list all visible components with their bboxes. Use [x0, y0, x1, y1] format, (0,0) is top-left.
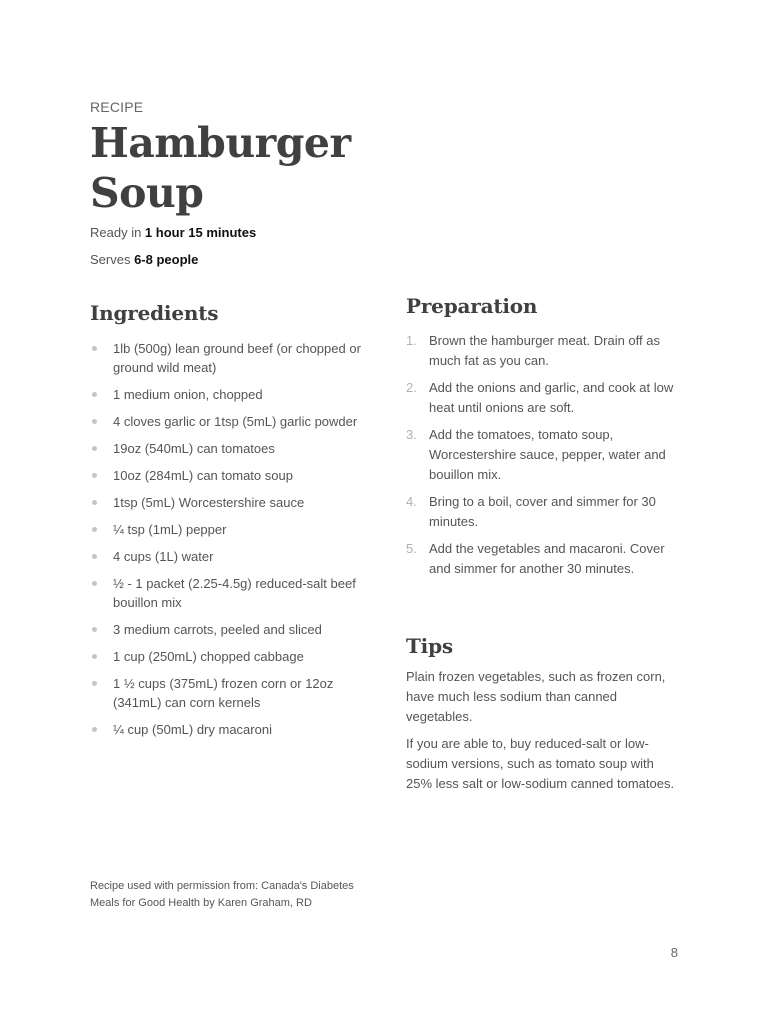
- bullet-icon: [92, 727, 97, 732]
- ingredient-text: 1lb (500g) lean ground beef (or chopped or ground wild meat): [113, 341, 361, 375]
- list-item: [90, 520, 370, 539]
- serves-label: Serves: [90, 252, 135, 267]
- list-item: [406, 492, 682, 532]
- recipe-credit: Recipe used with permission from: Canada's Diabetes Meals for Good Health by Karen Graham, RD: [90, 880, 354, 909]
- bullet-icon: [92, 654, 97, 659]
- list-item: [90, 674, 370, 712]
- servings: [90, 252, 198, 267]
- list-item: [90, 620, 370, 639]
- step-number: 1.: [406, 333, 417, 348]
- bullet-icon: [92, 346, 97, 351]
- preparation-steps: [406, 331, 682, 586]
- list-item: [90, 412, 370, 431]
- recipe-title: Hamburger Soup: [90, 119, 351, 217]
- tip-paragraph: Plain frozen vegetables, such as frozen corn, have much less sodium than canned vegetables.: [406, 669, 666, 724]
- list-item: [406, 378, 682, 418]
- step-text: Add the onions and garlic, and cook at low heat until onions are soft.: [429, 380, 674, 415]
- recipe-kicker: RECIPE: [90, 99, 144, 115]
- list-item: [406, 331, 682, 371]
- ingredient-text: 1 medium onion, chopped: [113, 387, 263, 402]
- preparation-heading: Preparation: [406, 294, 538, 318]
- list-item: [406, 539, 682, 579]
- bullet-icon: [92, 527, 97, 532]
- bullet-icon: [92, 446, 97, 451]
- ingredient-text: ¼ cup (50mL) dry macaroni: [113, 722, 272, 737]
- step-text: Add the tomatoes, tomato soup, Worcestershire sauce, pepper, water and bouillon mix.: [429, 427, 666, 482]
- ingredient-text: ½ - 1 packet (2.25-4.5g) reduced-salt beef bouillon mix: [113, 576, 356, 610]
- ingredients-list: [90, 339, 370, 747]
- list-item: [90, 339, 370, 377]
- list-item: [90, 547, 370, 566]
- list-item: [90, 466, 370, 485]
- tip-paragraph: If you are able to, buy reduced-salt or low-sodium versions, such as tomato soup with 25% less salt or low-sodium canned tomatoes.: [406, 736, 675, 791]
- ready-value: 1 hour 15 minutes: [144, 225, 257, 240]
- bullet-icon: [92, 473, 97, 478]
- step-number: 4.: [406, 494, 417, 509]
- bullet-icon: [92, 627, 97, 632]
- list-item: [90, 493, 370, 512]
- ingredient-text: 19oz (540mL) can tomatoes: [113, 441, 275, 456]
- tips-section: [406, 667, 682, 801]
- step-number: 3.: [406, 427, 417, 442]
- step-number: 5.: [406, 541, 417, 556]
- list-item: [90, 647, 370, 666]
- list-item: [90, 720, 370, 739]
- ingredient-text: 4 cloves garlic or 1tsp (5mL) garlic powder: [113, 414, 358, 429]
- serves-value: 6-8 people: [134, 252, 199, 267]
- ingredient-text: 10oz (284mL) can tomato soup: [113, 468, 293, 483]
- list-item: [90, 385, 370, 404]
- bullet-icon: [92, 554, 97, 559]
- bullet-icon: [92, 392, 97, 397]
- ingredient-text: 4 cups (1L) water: [113, 549, 214, 564]
- step-text: Add the vegetables and macaroni. Cover and simmer for another 30 minutes.: [429, 541, 665, 576]
- ready-label: Ready in: [90, 225, 145, 240]
- step-text: Brown the hamburger meat. Drain off as much fat as you can.: [429, 333, 660, 368]
- step-number: 2.: [406, 380, 417, 395]
- list-item: [90, 574, 370, 612]
- ingredient-text: 1 ½ cups (375mL) frozen corn or 12oz (341mL) can corn kernels: [113, 676, 334, 710]
- bullet-icon: [92, 581, 97, 586]
- tips-heading: Tips: [406, 634, 453, 658]
- list-item: [90, 439, 370, 458]
- step-text: Bring to a boil, cover and simmer for 30 minutes.: [429, 494, 656, 529]
- ingredient-text: 1 cup (250mL) chopped cabbage: [113, 649, 304, 664]
- ingredient-text: 1tsp (5mL) Worcestershire sauce: [113, 495, 305, 510]
- ready-time: [90, 225, 256, 240]
- bullet-icon: [92, 500, 97, 505]
- ingredients-heading: Ingredients: [90, 301, 219, 325]
- list-item: [406, 425, 682, 485]
- ingredient-text: 3 medium carrots, peeled and sliced: [113, 622, 322, 637]
- bullet-icon: [92, 419, 97, 424]
- bullet-icon: [92, 681, 97, 686]
- page-number: 8: [670, 945, 678, 960]
- ingredient-text: ¼ tsp (1mL) pepper: [113, 522, 227, 537]
